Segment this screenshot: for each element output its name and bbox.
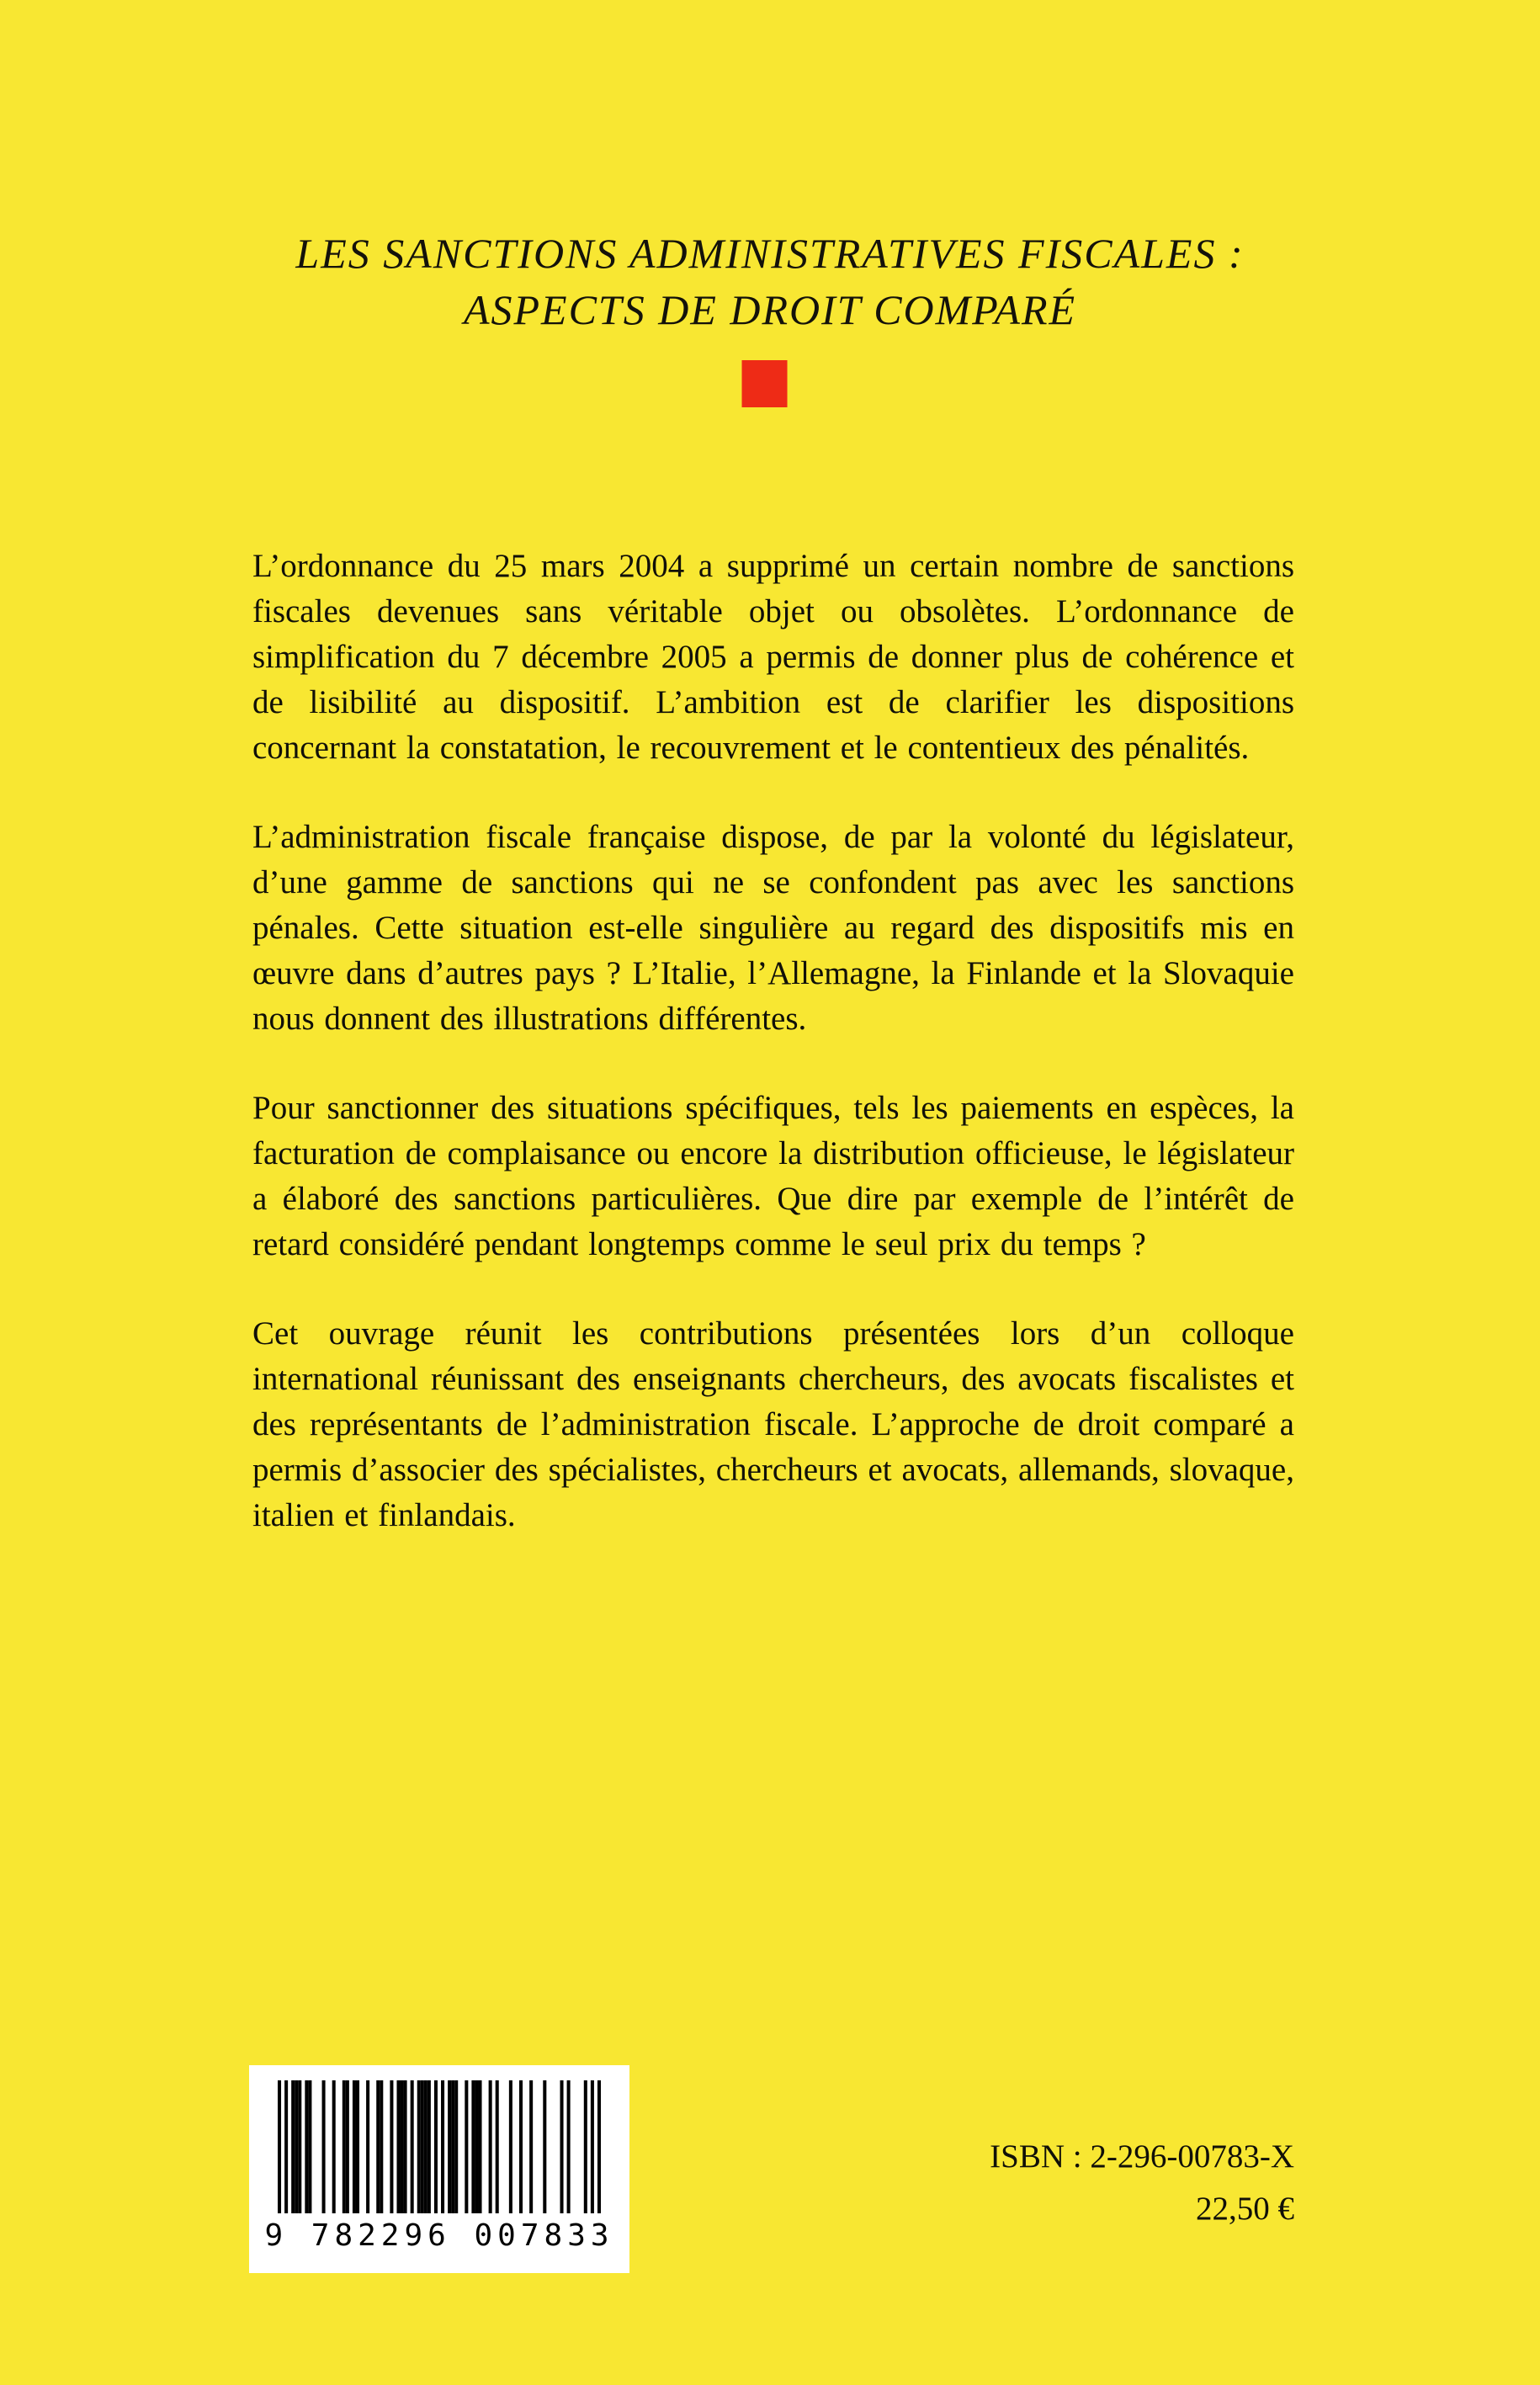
- book-title: [0, 226, 1540, 338]
- price-text: 22,50 €: [1196, 2191, 1294, 2227]
- paragraph: Pour sanctionner des situations spécifiques, tels les paiements en espèces, la facturation de complaisance ou encore la distribution officieuse, le législateur a élaboré des sanctions particulières. Que dire par exemple de l’intérêt de retard considéré pendant longtemps comme le seul prix du temps ?: [252, 1090, 1294, 1262]
- paragraph: L’ordonnance du 25 mars 2004 a supprimé un certain nombre de sanctions fiscales devenues sans véritable objet ou obsolètes. L’ordonnance de simplification du 7 décembre 2005 a permis de donner plus de cohérence et de lisibilité au dispositif. L’ambition est de clarifier les dispositions concernant la constatation, le recouvrement et le contentieux des pénalités.: [252, 548, 1294, 766]
- book-title-line-2: ASPECTS DE DROIT COMPARÉ: [463, 286, 1077, 333]
- barcode-icon: [278, 2080, 601, 2213]
- isbn-text: ISBN : 2-296-00783-X: [990, 2138, 1294, 2175]
- barcode-panel: [249, 2065, 629, 2273]
- back-cover-text: [252, 544, 1294, 1582]
- red-square-ornament: [742, 360, 788, 407]
- isbn-block: [990, 2138, 1294, 2228]
- paragraph: Cet ouvrage réunit les contributions présentées lors d’un colloque international réunissant des enseignants chercheurs, des avocats fiscalistes et des représentants de l’administration fiscale. L’approche de droit comparé a permis d’associer des spécialistes, chercheurs et avocats, allemands, slovaque, italien et finlandais.: [252, 1315, 1294, 1533]
- barcode-digits: 9 782296 007833: [264, 2218, 614, 2253]
- book-title-line-1: LES SANCTIONS ADMINISTRATIVES FISCALES :: [295, 230, 1245, 277]
- paragraph: L’administration fiscale française dispose, de par la volonté du législateur, d’une gamme de sanctions qui ne se confondent pas avec les sanctions pénales. Cette situation est-elle singulière au regard des dispositifs mis en œuvre dans d’autres pays ? L’Italie, l’Allemagne, la Finlande et la Slovaquie nous donnent des illustrations différentes.: [252, 819, 1294, 1037]
